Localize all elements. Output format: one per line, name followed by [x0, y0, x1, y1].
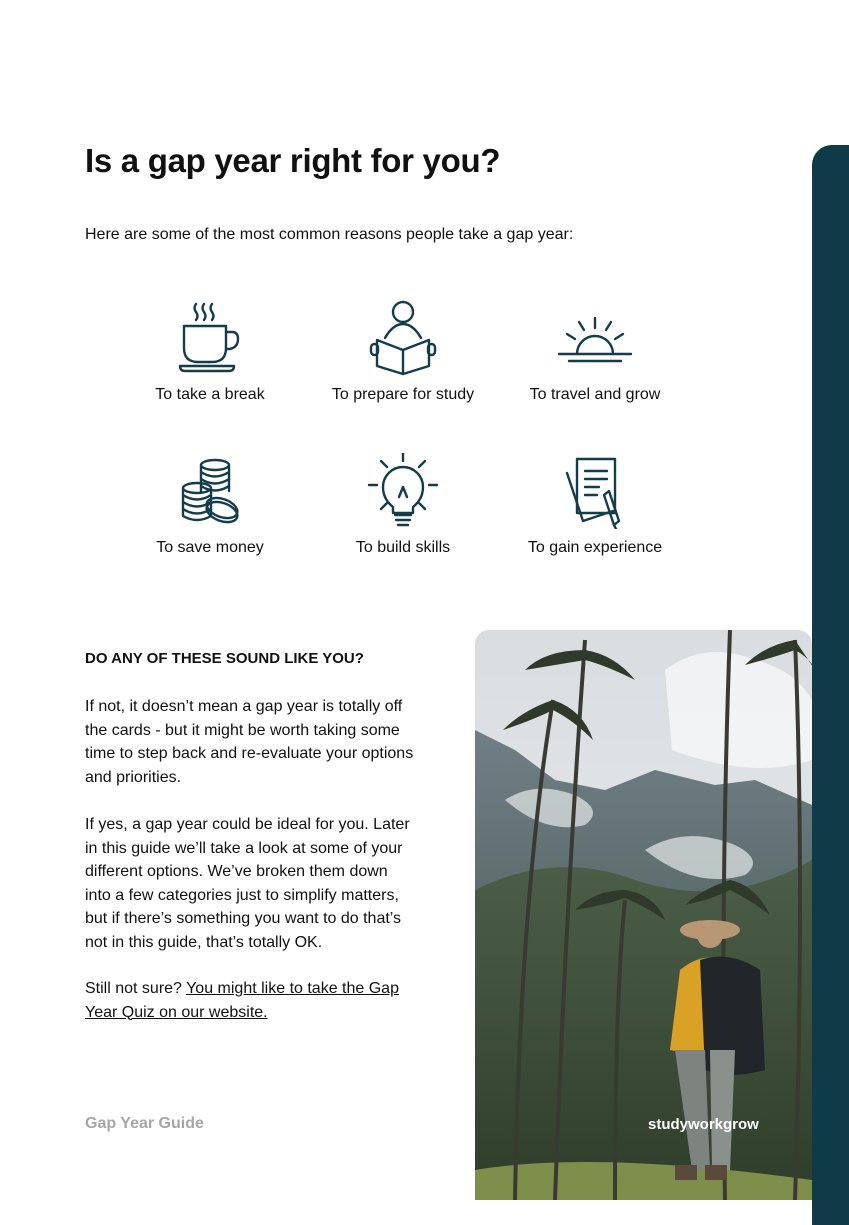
reason-label: To build skills [355, 539, 451, 556]
document-pen-icon [555, 453, 635, 529]
coffee-cup-icon [170, 300, 250, 376]
paragraph-still-not-sure [85, 977, 415, 1024]
paragraph-if-yes: If yes, a gap year could be ideal for you. Later in this guide we’ll take a look at some of your different options. We’ve broken them down into a few categories just to simplify matters, but if there’s something you want to do that’s not in this guide, that’s totally OK. [85, 816, 410, 951]
paragraph-if-not: If not, it doesn’t mean a gap year is totally off the cards - but it might be worth taking some time to step back and re-evaluate your options and priorities. [85, 698, 414, 786]
reason-label: To save money [156, 539, 264, 556]
side-accent-bar [812, 145, 849, 1225]
reason-label: To take a break [155, 386, 265, 403]
still-not-sure-text: Still not sure? [85, 980, 187, 997]
page-title: Is a gap year right for you? [85, 142, 501, 179]
sunrise-icon [555, 300, 635, 376]
section-heading: DO ANY OF THESE SOUND LIKE YOU? [85, 650, 364, 667]
coins-icon [170, 453, 250, 529]
reason-label: To prepare for study [331, 386, 475, 403]
reason-save-money [115, 453, 305, 557]
intro-text: Here are some of the most common reasons people take a gap year: [85, 226, 574, 243]
reason-label: To travel and grow [529, 386, 661, 403]
studyworkgrow-logo: studyworkgrow [648, 1116, 759, 1133]
gap-year-quiz-link[interactable]: You might like to take the Gap Year Quiz on our website. [85, 980, 399, 1021]
reason-prepare-for-study [308, 300, 498, 404]
footer-guide-name: Gap Year Guide [85, 1115, 204, 1132]
reason-take-a-break [115, 300, 305, 404]
reason-build-skills [308, 453, 498, 557]
person-reading-icon [363, 300, 443, 376]
hiker-palm-trees-photo [475, 630, 812, 1200]
reason-label: To gain experience [527, 539, 663, 556]
lightbulb-icon [363, 453, 443, 529]
reason-gain-experience [500, 453, 690, 557]
reason-travel-and-grow [500, 300, 690, 404]
